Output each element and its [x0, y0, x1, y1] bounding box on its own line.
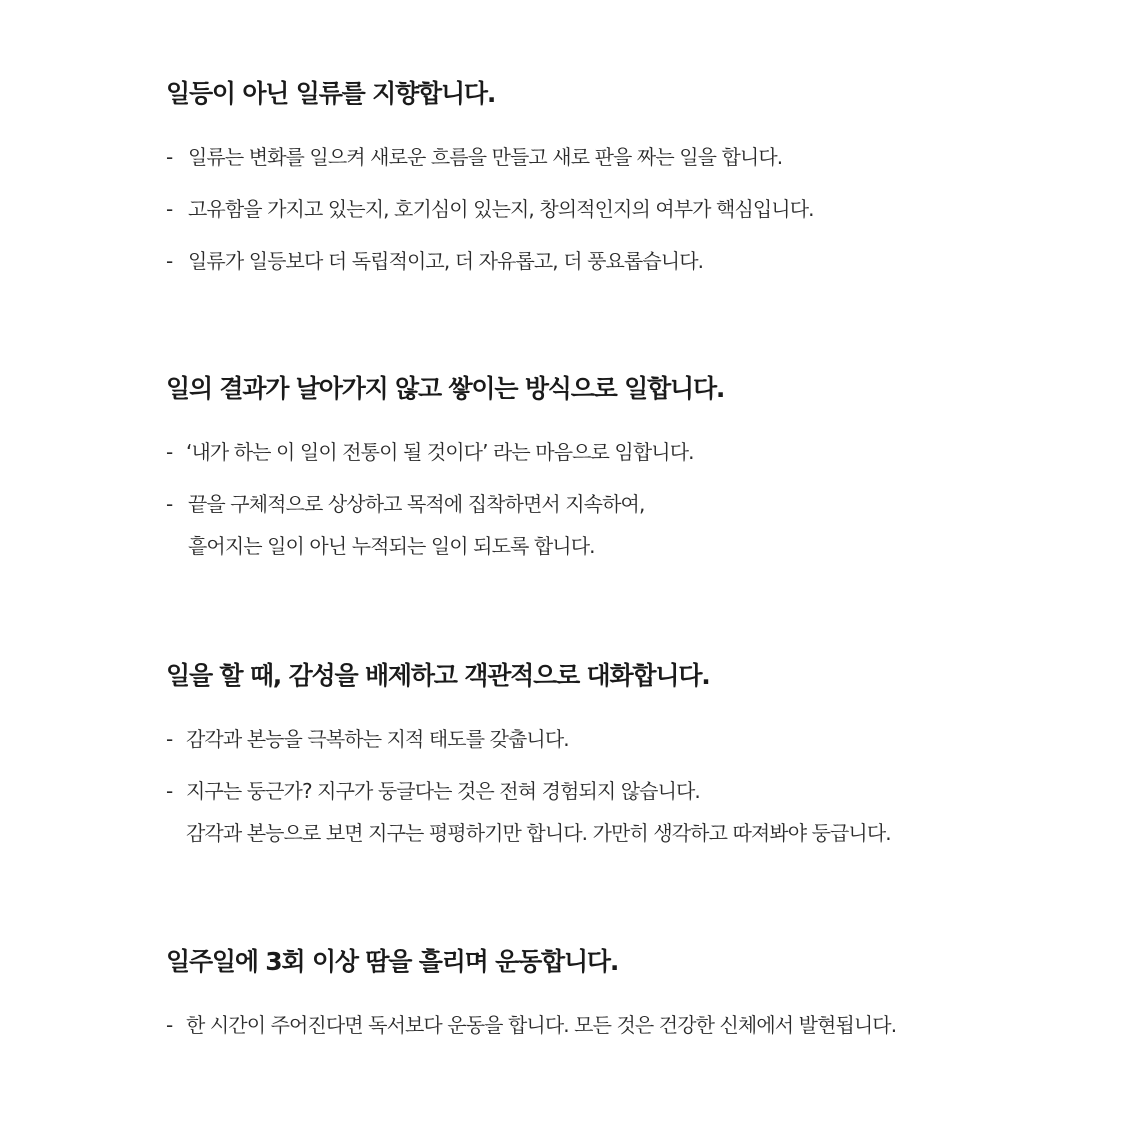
list-item-text: ‘내가 하는 이 일이 전통이 될 것이다’ 라는 마음으로 임합니다.: [186, 440, 694, 464]
list-item-text-continued: 감각과 본능으로 보면 지구는 평평하기만 합니다. 가만히 생각하고 따져봐야 둥급니다.: [186, 821, 891, 845]
bullet-dash: -: [166, 145, 173, 169]
list-item: [166, 439, 1066, 465]
list-item-text: 끝을 구체적으로 상상하고 목적에 집착하면서 지속하여,: [188, 492, 645, 516]
section-exercise: [166, 946, 1066, 1038]
bullet-dash: -: [166, 440, 173, 464]
bullet-dash: -: [166, 727, 173, 751]
bullet-dash: -: [166, 492, 173, 516]
section-accumulate: [166, 373, 1066, 559]
list-item-text: 일류가 일등보다 더 독립적이고, 더 자유롭고, 더 풍요롭습니다.: [188, 249, 704, 273]
list-item: [166, 491, 1066, 559]
section-title: 일등이 아닌 일류를 지향합니다.: [166, 79, 496, 108]
section-objective: [166, 660, 1066, 846]
bullet-dash: -: [166, 1013, 173, 1037]
list-item: [166, 196, 1066, 222]
bullet-dash: -: [166, 779, 173, 803]
section-first-class: [166, 78, 1066, 274]
list-item: [166, 144, 1066, 170]
list-item: [166, 248, 1066, 274]
list-item-text: 일류는 변화를 일으켜 새로운 흐름을 만들고 새로 판을 짜는 일을 합니다.: [188, 145, 783, 169]
list-item-text: 감각과 본능을 극복하는 지적 태도를 갖춥니다.: [186, 727, 569, 751]
list-item-text: 고유함을 가지고 있는지, 호기심이 있는지, 창의적인지의 여부가 핵심입니다.: [188, 197, 814, 221]
list-item: [166, 726, 1066, 752]
section-title: 일주일에 3회 이상 땀을 흘리며 운동합니다.: [166, 947, 619, 976]
list-item-text: 한 시간이 주어진다면 독서보다 운동을 합니다. 모든 것은 건강한 신체에서 발현됩니다.: [186, 1013, 897, 1037]
section-title: 일의 결과가 날아가지 않고 쌓이는 방식으로 일합니다.: [166, 374, 725, 403]
section-title: 일을 할 때, 감성을 배제하고 객관적으로 대화합니다.: [166, 661, 710, 690]
bullet-dash: -: [166, 249, 173, 273]
list-item-text: 지구는 둥근가? 지구가 둥글다는 것은 전혀 경험되지 않습니다.: [186, 779, 700, 803]
bullet-dash: -: [166, 197, 173, 221]
list-item-text-continued: 흩어지는 일이 아닌 누적되는 일이 되도록 합니다.: [188, 534, 595, 558]
list-item: [166, 778, 1066, 846]
list-item: [166, 1012, 1066, 1038]
